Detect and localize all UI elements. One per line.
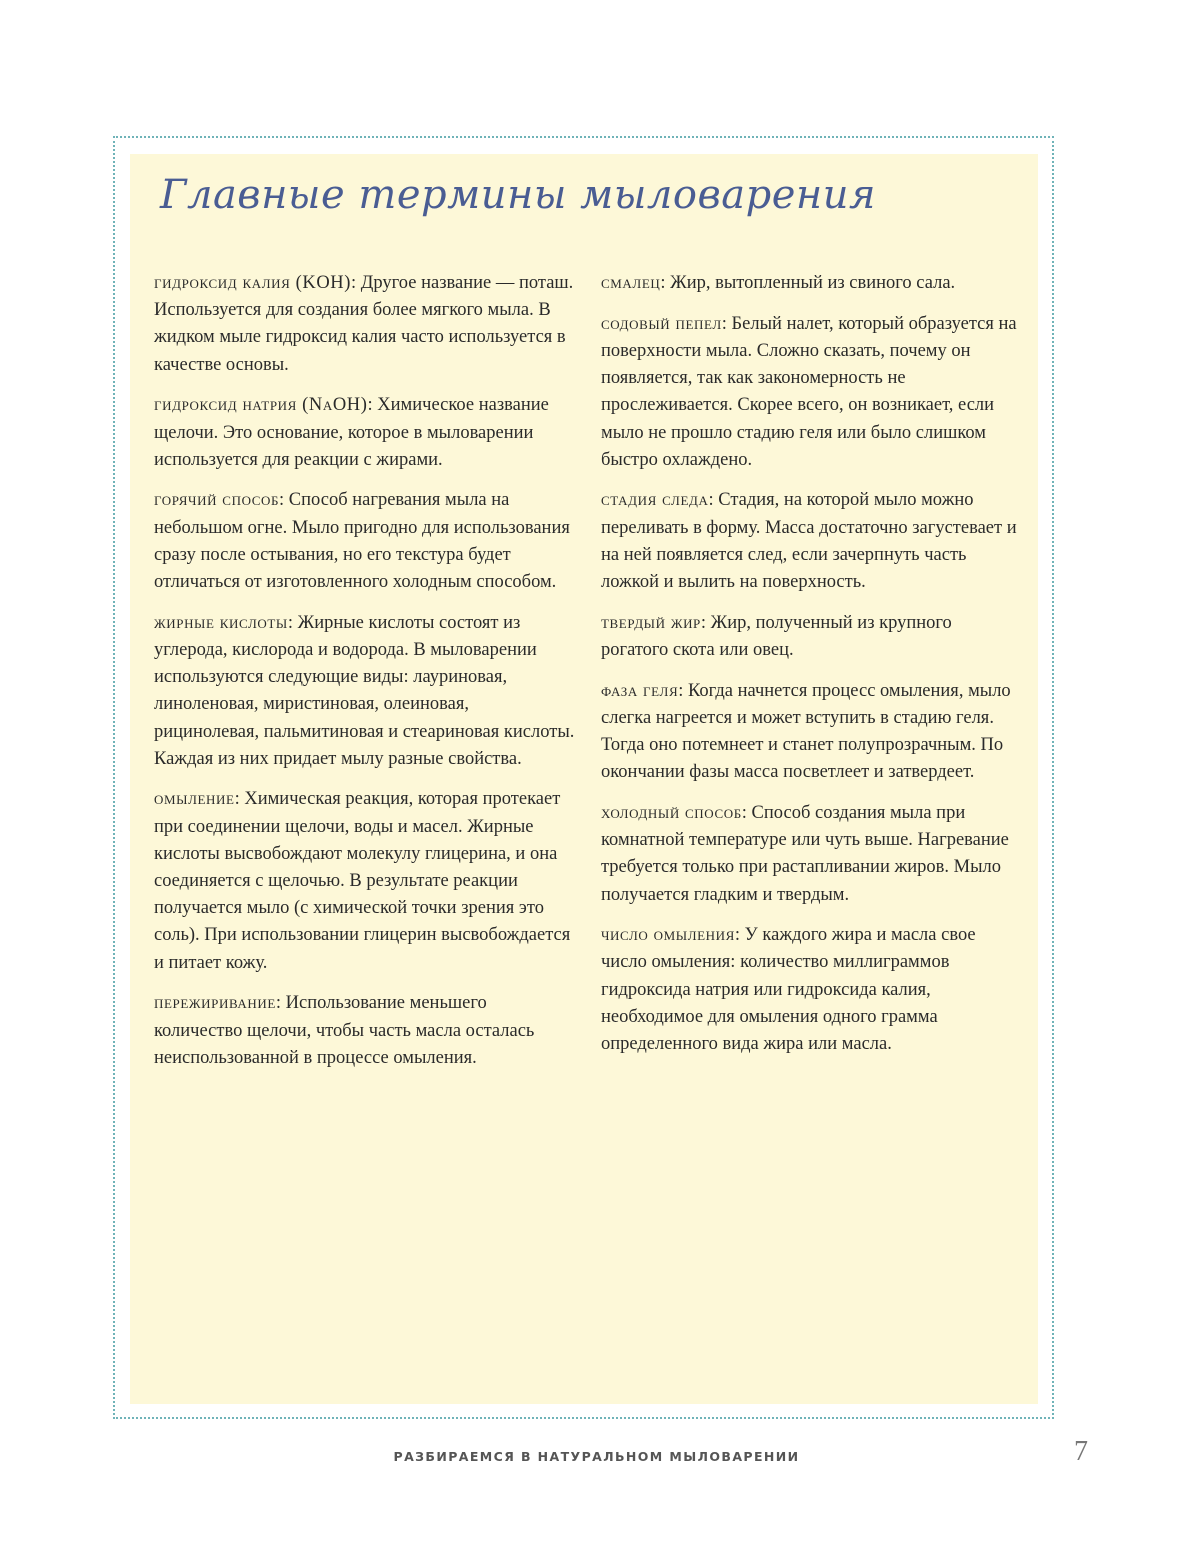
glossary-term: гидроксид натрия (NaOH) (154, 395, 368, 416)
glossary-term: жирные кислоты (154, 612, 288, 633)
glossary-entry (601, 678, 1023, 787)
glossary-definition: : Когда начнется процесс омыления, мыло слегка нагреется и может вступить в стадию геля. Тогда оно потемнеет и станет полупрозрачным. По окончании фазы масса посветлеет и затвердеет. (601, 680, 1011, 783)
glossary-term: стадия следа (601, 490, 709, 511)
glossary-definition: : Жир, полученный из крупного рогатого скота или овец. (601, 612, 952, 660)
glossary-term: пережиривание (154, 993, 276, 1014)
glossary-entry (154, 487, 576, 596)
page-number: 7 (1074, 1436, 1088, 1467)
glossary-term: число омыления (601, 925, 735, 946)
glossary-definition: : Другое название — поташ. Используется для создания более мягкого мыла. В жидком мыле гидроксид калия часто используется в качестве основы. (154, 273, 574, 375)
glossary-term: твердый жир (601, 612, 701, 633)
glossary-entry (601, 610, 1023, 664)
glossary-definition: : У каждого жира и масла свое число омыления: количество миллиграммов гидроксида натрия или гидроксида калия, необходимое для омыления одного грамма определенного вида жира или масла. (601, 925, 976, 1055)
glossary-term: гидроксид калия (KOH) (154, 273, 352, 293)
glossary-term: омыление (154, 789, 235, 810)
glossary-entry (601, 922, 1023, 1058)
glossary-left-column (154, 270, 576, 1085)
glossary-entry (601, 311, 1023, 474)
glossary-entry (154, 990, 576, 1072)
glossary-definition: : Белый налет, который образуется на поверхности мыла. Сложно сказать, почему он появляется, так как закономерность не прослеживается. Скорее всего, он возникает, если мыло не прошло стадию геля или было слишком быстро охлаждено. (601, 313, 1017, 470)
glossary-definition: : Химическое название щелочи. Это основание, которое в мыловарении используется для реакции с жирами. (154, 395, 549, 470)
glossary-entry (601, 270, 1023, 297)
glossary-definition: : Способ нагревания мыла на небольшом огне. Мыло пригодно для использования сразу после остывания, но его текстура будет отличаться от изготовленного холодным способом. (154, 490, 570, 593)
glossary-definition: : Использование меньшего количество щелочи, чтобы часть масла осталась неиспользованной в процессе омыления. (154, 993, 535, 1068)
glossary-entry (154, 786, 576, 976)
glossary-entry (154, 610, 576, 773)
running-footer: РАЗБИРАЕМСЯ В НАТУРАЛЬНОМ МЫЛОВАРЕНИИ (393, 1449, 800, 1464)
glossary-definition: : Способ создания мыла при комнатной температуре или чуть выше. Нагревание требуется только при растапливании жиров. Мыло получается гладким и твердым. (601, 802, 1009, 905)
glossary-entry (154, 270, 576, 379)
glossary-term: смалец (601, 273, 661, 293)
glossary-definition: : Химическая реакция, которая протекает при соединении щелочи, воды и масел. Жирные кислоты высвобождают молекулу глицерина, и она соединяется с щелочью. В результате реакции получается мыло (с химической точки зрения это соль). При использовании глицерин высвобождается и питает кожу. (154, 789, 571, 973)
glossary-definition: : Стадия, на которой мыло можно переливать в форму. Масса достаточно загустевает и на ней появляется след, если зачерпнуть часть ложкой и вылить на поверхность. (601, 490, 1017, 593)
glossary-entry (601, 800, 1023, 909)
glossary-definition: : Жирные кислоты состоят из углерода, кислорода и водорода. В мыловарении используются следующие виды: лауриновая, линоленовая, миристиновая, олеиновая, рицинолевая, пальмитиновая и стеариновая кислоты. Каждая из них придает мылу разные свойства. (154, 612, 575, 769)
glossary-right-column (601, 270, 1023, 1072)
glossary-entry (601, 487, 1023, 596)
glossary-term: холодный способ (601, 802, 742, 823)
page-title: Главные термины мыловарения (160, 172, 876, 218)
glossary-entry (154, 392, 576, 474)
glossary-term: фаза геля (601, 680, 679, 701)
glossary-term: горячий способ (154, 490, 280, 511)
glossary-definition: : Жир, вытопленный из свиного сала. (660, 273, 956, 293)
glossary-term: содовый пепел (601, 313, 722, 334)
